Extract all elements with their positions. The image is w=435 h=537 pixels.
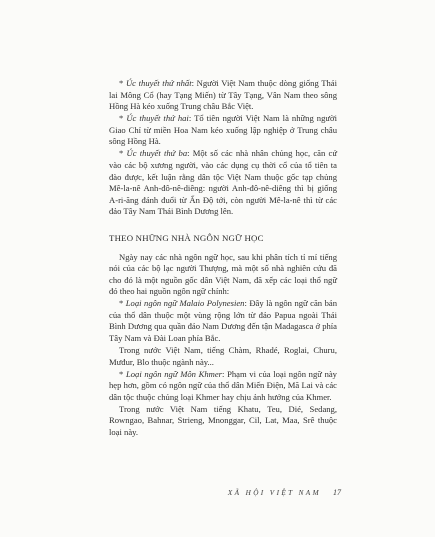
theory-two-paragraph [109, 113, 337, 148]
page-number: 17 [333, 488, 341, 497]
theory-one-paragraph [109, 78, 337, 113]
theory-one-text: : Người Việt Nam thuộc dòng giống Thái lai Mông Cổ (hay Tạng Miến) từ Tây Tạng, Vân Nam theo sông Hồng Hà kéo xuống Trung châu Bắc Việt. [109, 78, 338, 112]
section-heading: THEO NHỮNG NHÀ NGÔN NGỮ HỌC [109, 232, 264, 243]
theory-two-text: : Tổ tiên người Việt Nam là những người Giao Chỉ từ miền Hoa Nam kéo xuống lập nghiệp ở Trung châu sông Hồng Hà. [109, 113, 337, 147]
bullet-mark: * [119, 368, 126, 379]
mon-khmer-text: : Phạm vi của loại ngôn ngữ này hẹp hơn, gồm có ngôn ngữ của thổ dân Miến Điện, Mã Lai và các dân tộc thuộc chủng loại Khmer hay chịu ảnh hưởng của Khmer. [109, 368, 337, 402]
running-head: XÃ HỘI VIỆT NAM [227, 489, 321, 497]
bullet-mark: * [119, 113, 127, 124]
bullet-mark: * [119, 298, 126, 309]
mon-khmer-term: Loại ngôn ngữ Môn Khmer [125, 368, 223, 379]
malayo-paragraph [109, 298, 337, 344]
theory-one-term: Úc thuyết thứ nhất [125, 78, 192, 88]
theory-two-term: Úc thuyết thứ hai [126, 113, 189, 124]
bullet-mark: * [119, 148, 127, 159]
malayo-term: Loại ngôn ngữ Malaio Polynesien [125, 298, 245, 309]
malayo-text: : Đây là ngôn ngữ căn bản của thổ dân thuộc một vùng rộng lớn từ đảo Papua ngoài Thái Bình Dương qua quần đảo Nam Dương đến tận Madagasca ở phía Tây Nam và Đài Loan phía Bắc. [109, 298, 337, 344]
theory-three-paragraph [109, 148, 337, 218]
malayo-list-paragraph: Trong nước Việt Nam, tiếng Chàm, Rhadé, Roglai, Churu, Mưđur, Blo thuộc ngành này... [109, 345, 337, 367]
mon-khmer-paragraph [109, 369, 337, 404]
body-text [109, 78, 337, 439]
theory-three-term: Úc thuyết thứ ba [126, 148, 188, 159]
theory-three-text: : Một số các nhà nhân chủng học, căn cứ vào các bộ xương người, vào các dụng cụ thời cổ của tổ tiên ta đào được, kết luận rằng dân tộc Việt Nam thuộc gốc tạp chủng Mê-la-nê Anh-đô-nê-diêng: người Anh-đô-nê-diêng thì bị giống A-ri-ăng đánh đuổi từ Ấn Độ tới, còn người Mê-la-nê thì từ các đảo Tây Nam Thái Bình Dương lên. [109, 148, 337, 217]
bullet-mark: * [119, 78, 126, 88]
intro-paragraph: Ngày nay các nhà ngôn ngữ học, sau khi phân tích tỉ mỉ tiếng nói của các bộ lạc người Thượng, mà một số nhà nghiên cứu đã cho đó là một nguồn gốc dân Việt Nam, đã xếp các loại thổ ngữ đó theo hai nguồn ngôn ngữ chính: [109, 251, 337, 297]
mon-khmer-list-paragraph: Trong nước Việt Nam tiếng Khatu, Teu, Dié, Sedang, Rowngao, Bahnar, Strieng, Mnonggar, Cil, Lat, Maa, Srê thuộc loại này. [109, 403, 337, 437]
page-footer [0, 488, 341, 497]
